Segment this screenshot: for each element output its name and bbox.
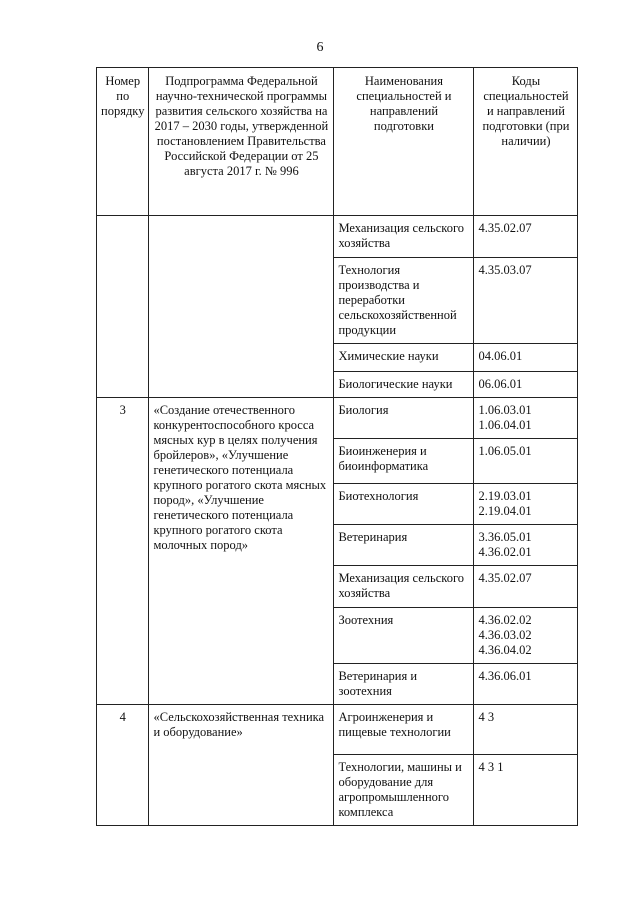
specialty-codes bbox=[474, 258, 578, 344]
header-codes: Коды специальностей и направлений подготовки (при наличии) bbox=[474, 68, 578, 216]
code: 04.06.01 bbox=[478, 349, 523, 363]
code: 3.36.05.01 bbox=[478, 530, 532, 544]
specialty-codes bbox=[474, 608, 578, 664]
code: 1.06.04.01 bbox=[478, 418, 532, 432]
table-row bbox=[97, 398, 578, 439]
specialty-name: Механизация сельского хозяйства bbox=[334, 216, 474, 258]
code: 4.36.02.02 bbox=[478, 613, 532, 627]
specialty-codes bbox=[474, 525, 578, 566]
specialty-codes bbox=[474, 372, 578, 398]
specialty-name: Ветеринария bbox=[334, 525, 474, 566]
header-specialty: Наименования специальностей и направлений подготовки bbox=[334, 68, 474, 216]
specialty-codes bbox=[474, 216, 578, 258]
subprogram-cell bbox=[149, 216, 334, 398]
specialty-name: Биоинженерия и биоинформатика bbox=[334, 439, 474, 484]
row-number bbox=[97, 216, 149, 398]
specialty-name: Биотехнология bbox=[334, 484, 474, 525]
specialty-codes bbox=[474, 566, 578, 608]
specialty-name: Ветеринария и зоотехния bbox=[334, 664, 474, 705]
specialty-name: Технологии, машины и оборудование для агропромышленного комплекса bbox=[334, 755, 474, 826]
code: 4 3 bbox=[478, 710, 495, 724]
page-number: 6 bbox=[316, 40, 324, 55]
code: 4.36.03.02 bbox=[478, 628, 532, 642]
code: 2.19.04.01 bbox=[478, 504, 532, 518]
code: 1.06.05.01 bbox=[478, 444, 532, 458]
specialty-name: Технология производства и переработки сельскохозяйственной продукции bbox=[334, 258, 474, 344]
specialty-codes bbox=[474, 344, 578, 372]
specialty-name: Биологические науки bbox=[334, 372, 474, 398]
header-row bbox=[97, 68, 578, 216]
specialty-codes bbox=[474, 755, 578, 826]
specialty-codes bbox=[474, 664, 578, 705]
specialty-name: Механизация сельского хозяйства bbox=[334, 566, 474, 608]
subprogram-cell: «Создание отечественного конкурентоспособного кросса мясных кур в целях получения бройлеров», «Улучшение генетического потенциала крупного рогатого скота мясных пород», «Улучшение генетического потенциала крупного рогатого скота молочных пород» bbox=[149, 398, 334, 705]
code: 4.35.02.07 bbox=[478, 221, 532, 235]
code: 4.36.02.01 bbox=[478, 545, 532, 559]
specialty-name: Агроинженерия и пищевые технологии bbox=[334, 705, 474, 755]
code: 4.35.03.07 bbox=[478, 263, 532, 277]
specialty-codes bbox=[474, 705, 578, 755]
header-subprogram: Подпрограмма Федеральной научно-технической программы развития сельского хозяйства на 2017 – 2030 годы, утвержденной постановлением Правительства Российской Федерации от 25 августа 2017 г. № 996 bbox=[149, 68, 334, 216]
code: 4.35.02.07 bbox=[478, 571, 532, 585]
specialty-codes bbox=[474, 484, 578, 525]
specialty-codes bbox=[474, 439, 578, 484]
table-row bbox=[97, 705, 578, 755]
header-num: Номер по порядку bbox=[97, 68, 149, 216]
code: 06.06.01 bbox=[478, 377, 523, 391]
table-body bbox=[97, 216, 578, 826]
code: 4.36.04.02 bbox=[478, 643, 532, 657]
code: 1.06.03.01 bbox=[478, 403, 532, 417]
subprogram-cell: «Сельскохозяйственная техника и оборудование» bbox=[149, 705, 334, 826]
row-number: 3 bbox=[97, 398, 149, 705]
specialties-table bbox=[96, 67, 578, 826]
code: 4.36.06.01 bbox=[478, 669, 532, 683]
specialty-name: Биология bbox=[334, 398, 474, 439]
specialty-name: Зоотехния bbox=[334, 608, 474, 664]
specialty-codes bbox=[474, 398, 578, 439]
code: 4 3 1 bbox=[478, 760, 504, 774]
table-row bbox=[97, 216, 578, 258]
code: 2.19.03.01 bbox=[478, 489, 532, 503]
row-number: 4 bbox=[97, 705, 149, 826]
specialty-name: Химические науки bbox=[334, 344, 474, 372]
